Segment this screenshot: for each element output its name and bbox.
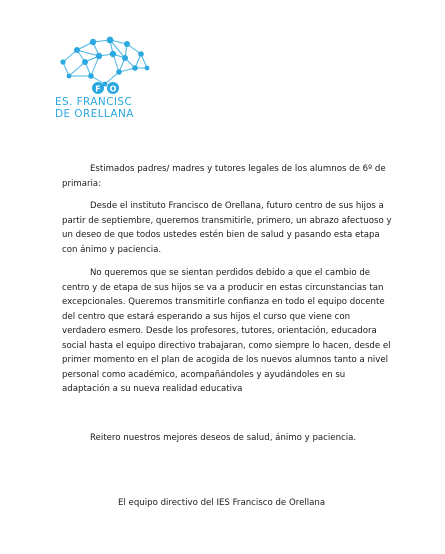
letter-paragraph-2 [62, 266, 392, 397]
letter-salutation [62, 162, 392, 191]
closing-text: Reitero nuestros mejores deseos de salud, ánimo y paciencia. [90, 433, 357, 443]
school-name-line1: ES. FRANCISC [55, 96, 133, 108]
signature-text: El equipo directivo del IES Francisco de Orellana [118, 498, 326, 508]
paragraph-1-text: Desde el instituto Francisco de Orellana, futuro centro de sus hijos a partir de septiembre, queremos transmitirle, primero, un abrazo afectuoso y un deseo de que todos ustedes estén bien de salud y pasando esta etapa con ánimo y paciencia. [62, 201, 392, 255]
letter-closing [62, 431, 392, 446]
letter-signature [118, 496, 378, 511]
logo-letter-f: F [95, 84, 101, 94]
salutation-text: Estimados padres/ madres y tutores legales de los alumnos de 6º de primaria: [62, 164, 386, 189]
letter-paragraph-1 [62, 199, 392, 257]
paragraph-2-text: No queremos que se sientan perdidos debido a que el cambio de centro y de etapa de sus hijos se va a producir en estas circunstancias tan excepcionales. Queremos transmitirle confianza en todo el equipo docente del centro que estará esperando a sus hijos el curso que viene con verdadero esmero. Desde los profesores, tutores, orientación, educadora social hasta el equipo directivo trabajaran, como siempre lo hacen, desde el primer momento en el plan de acogida de los nuevos alumnos tanto a nivel personal como académico, acompañándoles y ayudándoles en su adaptación a su nueva realidad educativa [62, 268, 391, 394]
school-name-logo [55, 96, 165, 120]
school-name-line2: DE ORELLANA [55, 108, 134, 120]
logo-letter-o: O [109, 84, 117, 94]
